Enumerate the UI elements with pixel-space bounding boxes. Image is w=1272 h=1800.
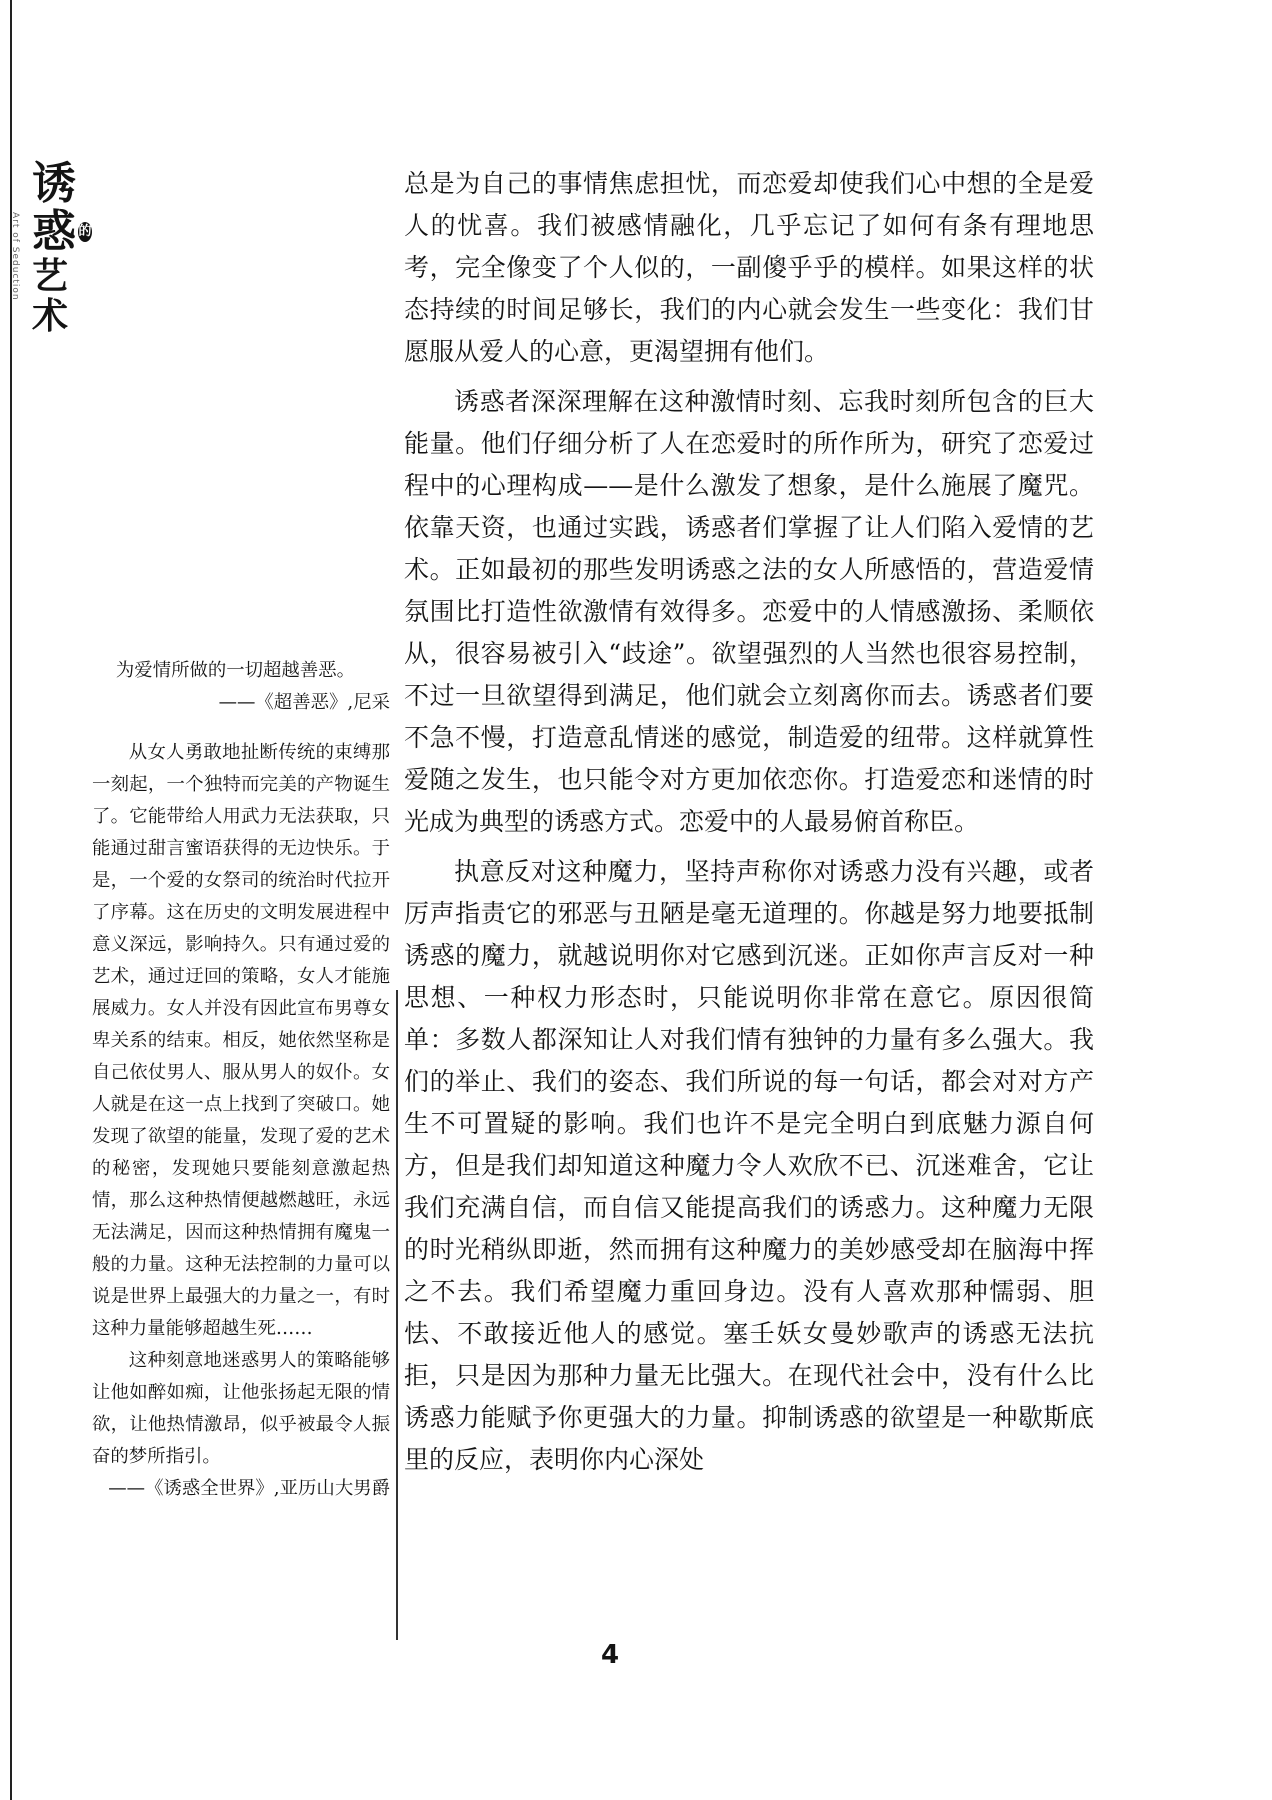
logo-char-1: 诱 — [32, 158, 76, 209]
book-logo — [32, 158, 92, 337]
epigraph-attribution: ——《超善恶》,尼采 — [218, 692, 390, 713]
logo-vertical-text: Art of Seduction — [10, 212, 20, 301]
sidebar-quotes — [92, 655, 390, 1505]
page-number: 4 — [600, 1640, 620, 1670]
epigraph: 为爱情所做的一切超越善恶。 — [115, 660, 355, 681]
sidebar-divider — [396, 990, 398, 1640]
main-text — [404, 163, 1094, 1481]
logo-row-2 — [32, 208, 92, 256]
body-paragraph-3: 执意反对这种魔力，坚持声称你对诱惑力没有兴趣，或者厉声指责它的邪恶与丑陋是毫无道理的。你越是努力地要抵制诱惑的魔力，就越说明你对它感到沉迷。正如你声言反对一种思想、一种权力形态时，只能说明你非常在意它。原因很简单：多数人都深知让人对我们情有独钟的力量有多么强大。我们的举止、我们的姿态、我们所说的每一句话，都会对对方产生不可置疑的影响。我们也许不是完全明白到底魅力源自何方，但是我们却知道这种魔力令人欢欣不已、沉迷难舍，它让我们充满自信，而自信又能提高我们的诱惑力。这种魔力无限的时光稍纵即逝，然而拥有这种魔力的美妙感受却在脑海中挥之不去。我们希望魔力重回身边。没有人喜欢那种懦弱、胆怯、不敢接近他人的感觉。塞壬妖女曼妙歌声的诱惑无法抗拒，只是因为那种力量无比强大。在现代社会中，没有什么比诱惑力能赋予你更强大的力量。抑制诱惑的欲望是一种歇斯底里的反应，表明你内心深处 — [404, 857, 1094, 1474]
sidebar-quote-paragraph-1: 从女人勇敢地扯断传统的束缚那一刻起，一个独特而完美的产物诞生了。它能带给人用武力无法获取，只能通过甜言蜜语获得的无边快乐。于是，一个爱的女祭司的统治时代拉开了序幕。这在历史的文明发展进程中意义深远，影响持久。只有通过爱的艺术，通过迂回的策略，女人才能施展威力。女人并没有因此宣布男尊女卑关系的结束。相反，她依然坚称是自己依仗男人、服从男人的奴仆。女人就是在这一点上找到了突破口。她发现了欲望的能量，发现了爱的艺术的秘密，发现她只要能刻意激起热情，那么这种热情便越燃越旺，永远无法满足，因而这种热情拥有魔鬼一般的力量。这种无法控制的力量可以说是世界上最强大的力量之一，有时这种力量能够超越生死…… — [92, 742, 390, 1339]
logo-char-3: 艺术 — [32, 255, 69, 337]
logo-de-badge: 的 — [78, 222, 92, 242]
sidebar-quote-attribution: ——《诱惑全世界》,亚历山大男爵 — [108, 1478, 390, 1499]
body-paragraph-2: 诱惑者深深理解在这种激情时刻、忘我时刻所包含的巨大能量。他们仔细分析了人在恋爱时的所作所为，研究了恋爱过程中的心理构成——是什么激发了想象，是什么施展了魔咒。依靠天资，也通过实践，诱惑者们掌握了让人们陷入爱情的艺术。正如最初的那些发明诱惑之法的女人所感悟的，营造爱情氛围比打造性欲激情有效得多。恋爱中的人情感激扬、柔顺依从，很容易被引入“歧途”。欲望强烈的人当然也很容易控制，不过一旦欲望得到满足，他们就会立刻离你而去。诱惑者们要不急不慢，打造意乱情迷的感觉，制造爱的纽带。这样就算性爱随之发生，也只能令对方更加依恋你。打造爱恋和迷情的时光成为典型的诱惑方式。恋爱中的人最易俯首称臣。 — [404, 387, 1094, 836]
sidebar-quote-paragraph-2: 这种刻意地迷惑男人的策略能够让他如醉如痴，让他张扬起无限的情欲，让他热情激昂，似乎被最令人振奋的梦所指引。 — [92, 1350, 390, 1467]
body-paragraph-1: 总是为自己的事情焦虑担忧，而恋爱却使我们心中想的全是爱人的忧喜。我们被感情融化，几乎忘记了如何有条有理地思考，完全像变了个人似的，一副傻乎乎的模样。如果这样的状态持续的时间足够长，我们的内心就会发生一些变化：我们甘愿服从爱人的心意，更渴望拥有他们。 — [404, 169, 1094, 366]
logo-char-2: 惑 — [32, 206, 76, 257]
